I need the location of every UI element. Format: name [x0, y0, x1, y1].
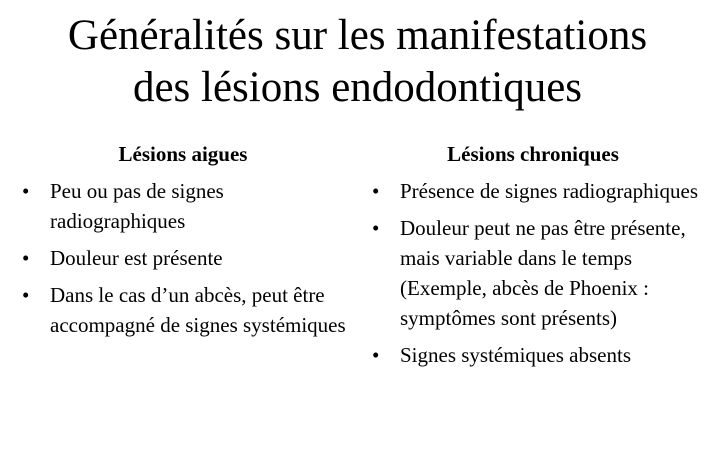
bullet-icon: • — [22, 283, 30, 307]
chronic-lesions-heading: Lésions chroniques — [447, 142, 619, 166]
bullet-icon: • — [372, 179, 380, 203]
list-item-text: Douleur est présente — [50, 246, 223, 270]
bullet-icon: • — [372, 343, 380, 367]
list-item-text: Signes systémiques absents — [400, 343, 631, 367]
list-item — [18, 280, 353, 340]
acute-lesions-list — [18, 176, 353, 340]
acute-lesions-column — [18, 140, 353, 347]
list-item — [368, 176, 703, 206]
acute-lesions-heading: Lésions aigues — [118, 142, 248, 166]
list-item — [368, 340, 703, 370]
list-item — [368, 213, 703, 333]
list-item — [18, 243, 353, 273]
list-item-text: Douleur peut ne pas être présente, mais variable dans le temps (Exemple, abcès de Phoenix : symptômes sont présents) — [400, 216, 686, 330]
list-item-text: Dans le cas d’un abcès, peut être accompagné de signes systémiques — [50, 283, 346, 337]
chronic-lesions-column — [368, 140, 703, 377]
bullet-icon: • — [22, 246, 30, 270]
slide-title-line-1: Généralités sur les manifestations — [67, 12, 648, 59]
list-item-text: Présence de signes radiographiques — [400, 179, 698, 203]
slide-title-line-2: des lésions endodontiques — [132, 64, 583, 111]
chronic-lesions-list — [368, 176, 703, 370]
list-item — [18, 176, 353, 236]
slide-title — [0, 10, 715, 114]
bullet-icon: • — [372, 216, 380, 240]
bullet-icon: • — [22, 179, 30, 203]
list-item-text: Peu ou pas de signes radiographiques — [50, 179, 224, 233]
